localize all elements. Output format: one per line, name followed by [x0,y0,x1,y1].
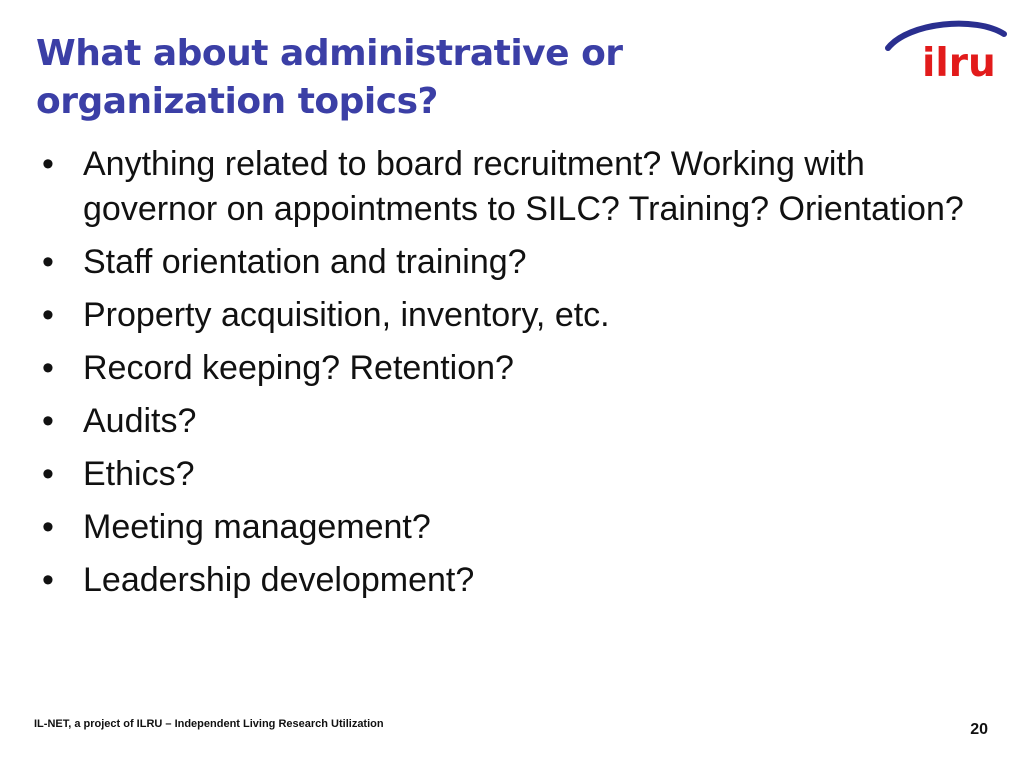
bullet-dot: • [42,508,54,546]
ilru-logo [884,18,1008,80]
bullet-text: Audits? [83,402,197,440]
bullet-item [40,142,970,232]
bullet-dot: • [42,349,54,387]
bullet-item [40,293,970,338]
bullet-item [40,505,970,550]
slide-title: What about administrative or organization topics? [36,33,623,122]
bullet-dot: • [42,402,54,440]
bullet-text: Leadership development? [83,561,475,599]
bullet-dot: • [42,296,54,334]
slide-footer: IL-NET, a project of ILRU – Independent Living Research Utilization [34,718,384,730]
bullet-dot: • [42,455,54,493]
bullet-text: Staff orientation and training? [83,243,527,281]
bullet-item [40,452,970,497]
bullet-text: Anything related to board recruitment? Working with governor on appointments to SILC? Training? Orientation? [83,145,964,228]
bullet-dot: • [42,243,54,281]
logo-text: ilru [922,41,996,80]
bullet-dot: • [42,145,54,183]
bullet-item [40,346,970,391]
bullet-text: Meeting management? [83,508,431,546]
bullet-item [40,399,970,444]
bullet-item [40,240,970,285]
bullet-list [40,142,970,611]
bullet-text: Record keeping? Retention? [83,349,514,387]
bullet-item [40,558,970,603]
bullet-text: Ethics? [83,455,195,493]
bullet-text: Property acquisition, inventory, etc. [83,296,610,334]
page-number: 20 [970,721,988,738]
bullet-dot: • [42,561,54,599]
